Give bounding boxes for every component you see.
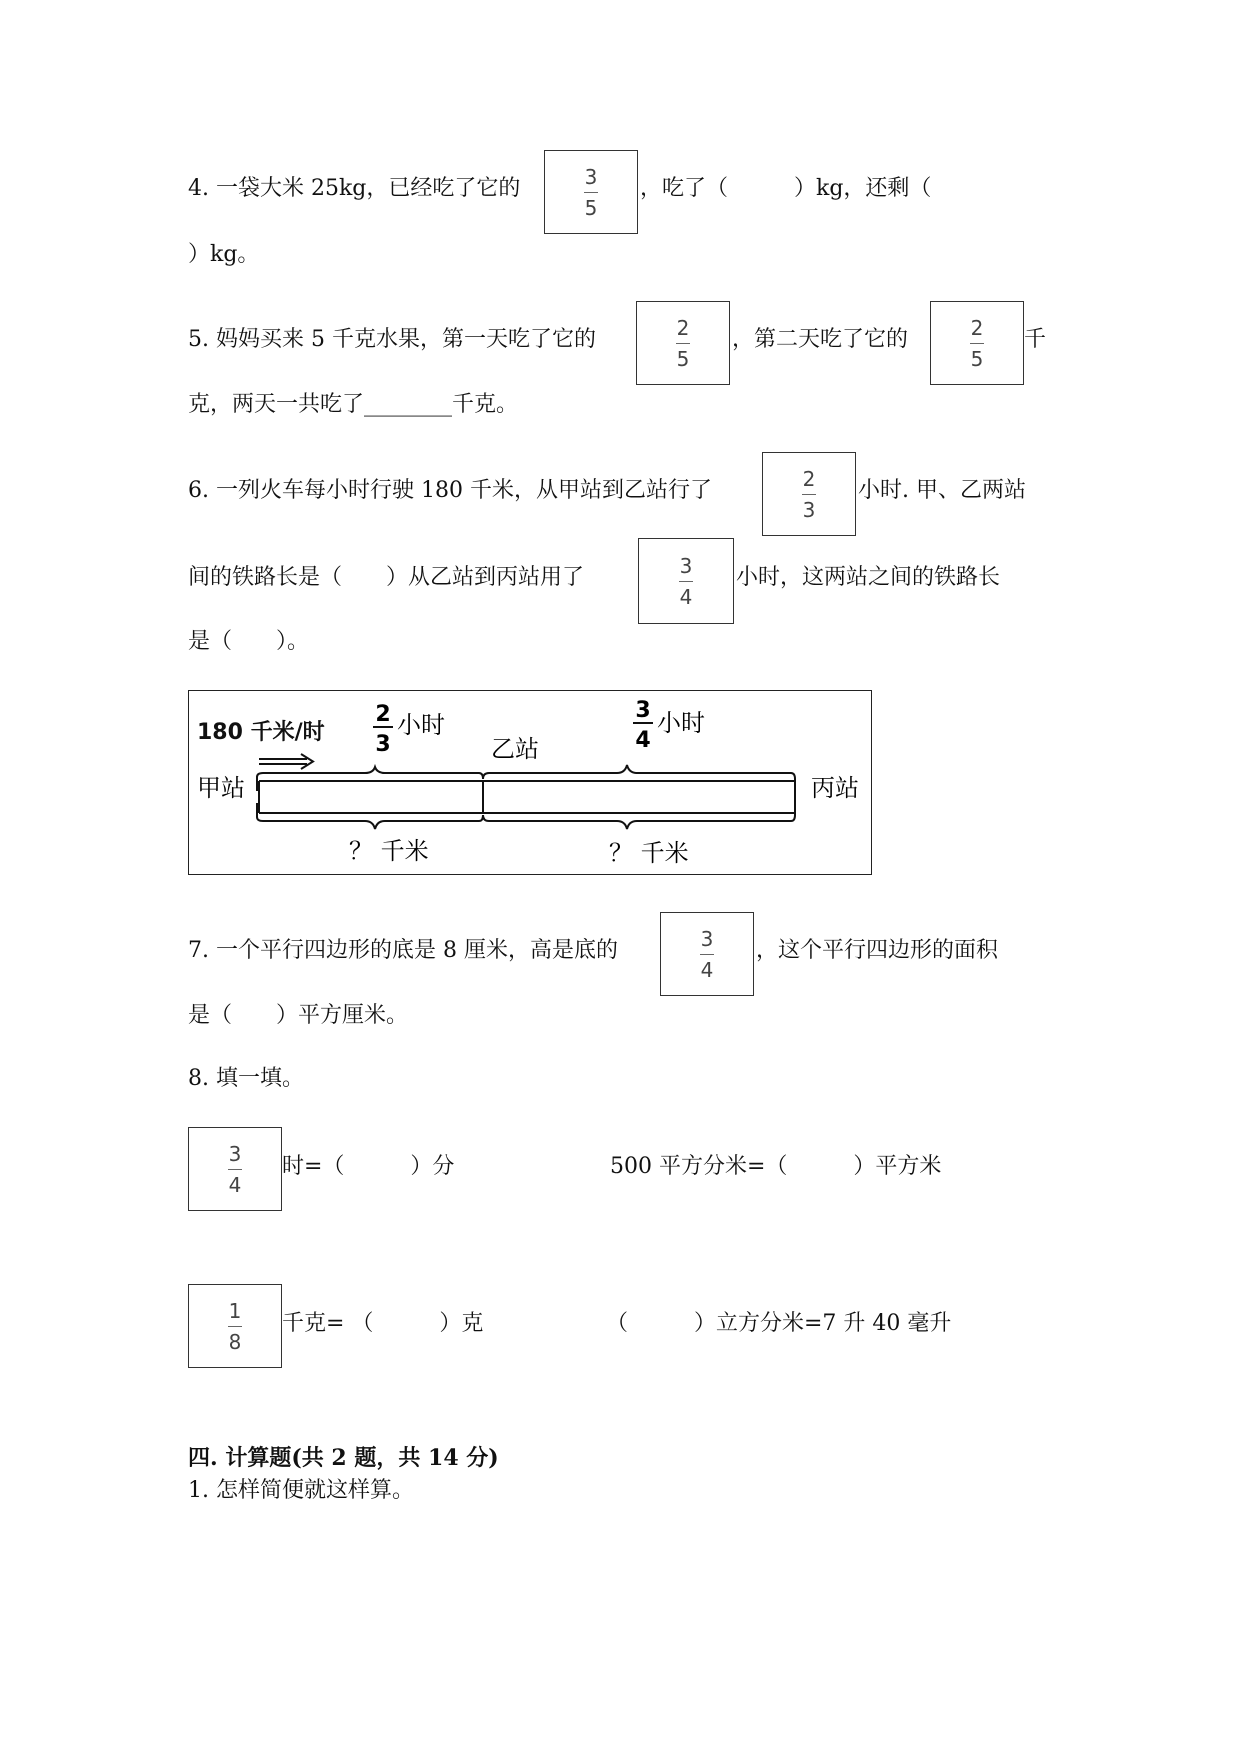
- q8-item4-text: （ ）立方分米=7 升 40 毫升: [606, 1311, 952, 1336]
- q8-item3-text: 千克= （ ）克: [282, 1311, 484, 1336]
- q8-title: 8. 填一填。: [188, 1066, 304, 1091]
- q4-text-b: ，吃了（ ）kg，还剩（: [640, 176, 932, 201]
- diagram-unit1: 小时: [397, 711, 445, 739]
- station-a-label: 甲站: [197, 774, 245, 802]
- diagram-frac2-den: 4: [635, 728, 651, 753]
- q7-text-b: ，这个平行四边形的面积: [756, 938, 999, 963]
- diagram-frac1-den: 3: [375, 732, 391, 757]
- q7-fraction: $\frac{3}{4}$: [660, 912, 754, 996]
- q6-text-a: 6. 一列火车每小时行驶 180 千米，从甲站到乙站行了: [188, 478, 712, 503]
- diagram-frac1-num: 2: [375, 702, 391, 727]
- q4-fraction: $\frac{3}{5}$: [544, 150, 638, 234]
- q4-text-line2: ）kg。: [188, 242, 260, 267]
- q7-text-a: 7. 一个平行四边形的底是 8 厘米，高是底的: [188, 938, 618, 963]
- q8-item1-text: 时=（ ）分: [282, 1154, 455, 1179]
- diagram-unit2: 小时: [657, 709, 705, 737]
- q4-text-a: 4. 一袋大米 25kg，已经吃了它的: [188, 176, 521, 201]
- q5-text-a: 5. 妈妈买来 5 千克水果，第一天吃了它的: [188, 327, 596, 352]
- q6-text-b: 小时. 甲、乙两站: [858, 478, 1026, 503]
- q8-item2-text: 500 平方分米=（ ）平方米: [610, 1154, 942, 1179]
- section-4-q1: 1. 怎样简便就这样算。: [188, 1478, 414, 1503]
- q6-fraction-1: $\frac{2}{3}$: [762, 452, 856, 536]
- route-diagram-svg: [189, 691, 871, 874]
- q8-item1-fraction: $\frac{3}{4}$: [188, 1127, 282, 1211]
- q5-text-c: 千: [1024, 327, 1047, 352]
- unknown-distance-1: ？ 千米: [349, 837, 429, 865]
- q6-text-line2-a: 间的铁路长是（ ）从乙站到丙站用了: [188, 565, 585, 590]
- q6-text-line3: 是（ ）。: [188, 629, 310, 654]
- q5-text-b: ，第二天吃了它的: [732, 327, 909, 352]
- speed-label: 180 千米/时: [197, 720, 325, 745]
- top-brace: [257, 765, 795, 791]
- bottom-brace: [257, 803, 795, 829]
- q6-fraction-2: $\frac{3}{4}$: [638, 538, 734, 624]
- q7-text-line2: 是（ ）平方厘米。: [188, 1003, 409, 1028]
- train-route-diagram: [188, 690, 872, 875]
- q5-text-line2: 克，两天一共吃了________千克。: [188, 392, 519, 417]
- q5-fraction-1: $\frac{2}{5}$: [636, 301, 730, 385]
- station-b-label: 乙站: [491, 735, 539, 763]
- diagram-frac2-num: 3: [635, 698, 651, 723]
- unknown-distance-2: ？ 千米: [609, 839, 689, 867]
- q8-item3-fraction: $\frac{1}{8}$: [188, 1284, 282, 1368]
- q6-text-line2-b: 小时，这两站之间的铁路长: [736, 565, 1001, 590]
- station-c-label: 丙站: [811, 774, 859, 802]
- arrow-right-icon: [259, 754, 313, 769]
- section-4-title: 四. 计算题(共 2 题，共 14 分): [188, 1445, 499, 1471]
- q5-fraction-2: $\frac{2}{5}$: [930, 301, 1024, 385]
